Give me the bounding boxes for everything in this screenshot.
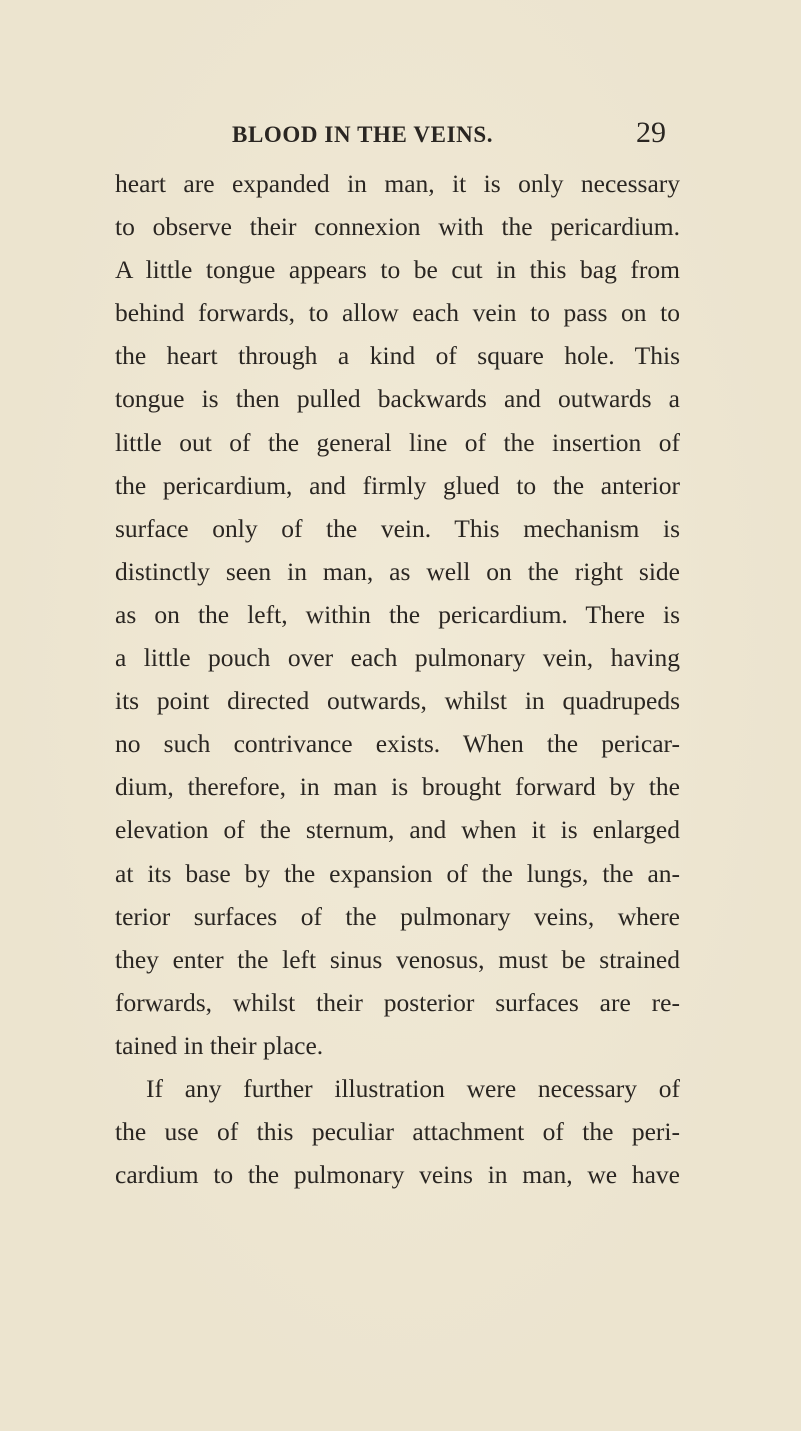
text-line: cardium to the pulmonary veins in man, we have: [115, 1160, 680, 1190]
text-line: the pericardium, and firmly glued to the anterior: [115, 470, 680, 500]
text-line: terior surfaces of the pulmonary veins, where: [115, 901, 680, 931]
text-line: behind forwards, to allow each vein to pass on to: [115, 298, 680, 328]
text-line: the heart through a kind of square hole. This: [115, 341, 680, 371]
text-line: to observe their connexion with the pericardium.: [115, 212, 680, 242]
text-line: distinctly seen in man, as well on the right side: [115, 556, 680, 586]
text-line: tained in their place.: [115, 1030, 324, 1060]
text-line: the use of this peculiar attachment of the peri-: [115, 1117, 680, 1147]
text-line: little out of the general line of the insertion of: [115, 427, 680, 457]
text-line: heart are expanded in man, it is only necessary: [115, 169, 680, 198]
text-line: dium, therefore, in man is brought forward by the: [115, 772, 680, 802]
text-line: they enter the left sinus venosus, must be strained: [115, 944, 680, 974]
text-line: tongue is then pulled backwards and outwards a: [115, 384, 680, 414]
page-number: 29: [636, 116, 666, 149]
text-line: as on the left, within the pericardium. There is: [115, 599, 680, 629]
text-line: If any further illustration were necessary of: [146, 1073, 680, 1103]
text-line: surface only of the vein. This mechanism is: [115, 513, 680, 543]
text-line: forwards, whilst their posterior surfaces are re-: [115, 987, 680, 1017]
text-line: elevation of the sternum, and when it is enlarged: [115, 815, 680, 845]
running-title: BLOOD IN THE VEINS.: [232, 122, 494, 147]
text-line: at its base by the expansion of the lungs, the an-: [115, 858, 680, 888]
text-line: no such contrivance exists. When the pericar-: [115, 729, 680, 759]
body-text: [115, 162, 680, 1196]
text-line: A little tongue appears to be cut in this bag from: [115, 255, 680, 285]
text-line: its point directed outwards, whilst in quadrupeds: [115, 686, 680, 716]
text-line: a little pouch over each pulmonary vein, having: [115, 643, 680, 673]
running-head: [0, 116, 801, 156]
